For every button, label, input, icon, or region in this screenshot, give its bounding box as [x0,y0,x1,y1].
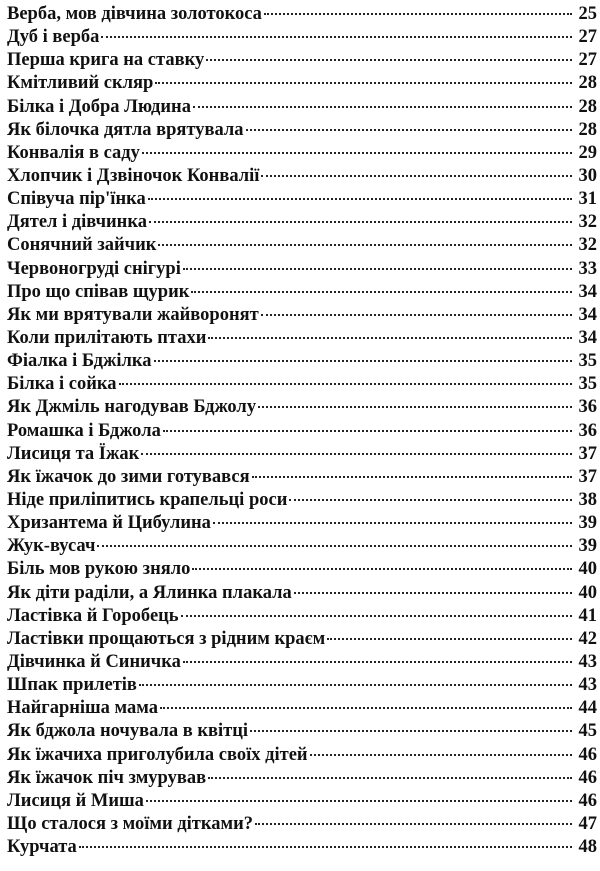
toc-entry-page: 48 [578,837,597,858]
toc-entry [7,744,597,767]
dot-leader [208,777,572,779]
toc-entry-title: Хризантема й Цибулина [7,513,211,534]
toc-entry-title: Дівчинка й Синичка [7,651,181,672]
dot-leader [264,13,572,15]
dot-leader [183,661,572,663]
dot-leader [250,730,572,732]
toc-entry-title: Як білочка дятла врятувала [7,119,244,140]
dot-leader [97,545,572,547]
toc-entry-title: Кмітливий скляр [7,73,154,94]
toc-entry-page: 27 [578,27,597,48]
toc-entry-title: Коли прилітають птахи [7,327,207,348]
toc-entry [7,3,597,26]
dot-leader [148,198,572,200]
toc-entry-title: Як бджола ночувала в квітці [7,721,249,742]
table-of-contents [7,3,597,859]
toc-entry-page: 28 [578,119,597,140]
toc-entry [7,119,597,142]
dot-leader [208,337,572,339]
dot-leader [141,453,572,455]
dot-leader [101,36,572,38]
toc-entry-title: Дятел і дівчинка [7,212,147,233]
dot-leader [294,592,572,594]
toc-entry-page: 34 [578,281,597,302]
toc-entry-title: Як Джміль нагодував Бджолу [7,397,257,418]
toc-entry [7,304,597,327]
dot-leader [155,82,572,84]
toc-entry-title: Верба, мов дівчина золотокоса [7,4,262,24]
dot-leader [160,707,572,709]
toc-entry-page: 46 [578,744,597,765]
dot-leader [191,291,572,293]
toc-entry-title: Жук-вусач [7,536,96,557]
toc-entry [7,697,597,720]
toc-entry-title: Ластівки прощаються з рідним краєм [7,628,326,649]
toc-entry-page: 43 [578,675,597,696]
toc-entry [7,720,597,743]
toc-entry-page: 35 [578,374,597,395]
toc-entry-title: Курчата [7,837,77,858]
toc-entry-title: Фіалка і Бджілка [7,351,152,372]
toc-entry [7,836,597,859]
toc-entry-page: 41 [578,605,597,626]
dot-leader [261,314,572,316]
toc-entry-page: 32 [578,212,597,233]
toc-entry [7,790,597,813]
toc-entry [7,142,597,165]
dot-leader [206,59,572,61]
toc-entry-title: Ластівка й Горобець [7,605,179,626]
toc-entry-page: 44 [578,698,597,719]
dot-leader [158,244,572,246]
toc-entry-page: 36 [578,420,597,441]
toc-entry-title: Про що співав щурик [7,281,190,302]
toc-entry-page: 39 [578,536,597,557]
toc-entry-page: 29 [578,142,597,163]
toc-entry [7,628,597,651]
toc-entry-page: 33 [578,258,597,279]
toc-entry-page: 47 [578,813,597,834]
toc-entry [7,165,597,188]
toc-entry [7,535,597,558]
dot-leader [289,499,572,501]
toc-entry-page: 46 [578,790,597,811]
toc-entry [7,96,597,119]
toc-entry-page: 25 [578,4,597,24]
toc-entry-title: Найгарніша мама [7,698,158,719]
toc-entry [7,258,597,281]
toc-entry-page: 40 [578,559,597,580]
toc-entry-title: Що сталося з моїми дітками? [7,813,254,834]
toc-entry-page: 27 [578,50,597,71]
toc-entry [7,396,597,419]
toc-entry [7,350,597,373]
dot-leader [163,430,572,432]
dot-leader [310,754,572,756]
toc-entry-page: 40 [578,582,597,603]
toc-entry-title: Перша крига на ставку [7,50,205,71]
toc-entry-title: Сонячний зайчик [7,235,157,256]
toc-entry-page: 35 [578,351,597,372]
toc-entry-title: Лисиця й Миша [7,790,144,811]
toc-entry-title: Ніде приліпитись крапельці роси [7,489,288,510]
dot-leader [327,638,572,640]
dot-leader [261,175,572,177]
toc-entry [7,558,597,581]
toc-entry-title: Червоногруді снігурі [7,258,181,279]
toc-entry-title: Як діти раділи, а Ялинка плакала [7,582,292,603]
toc-entry-page: 37 [578,443,597,464]
toc-entry [7,373,597,396]
toc-entry [7,512,597,535]
toc-entry-page: 31 [578,189,597,210]
toc-entry-page: 45 [578,721,597,742]
toc-entry [7,674,597,697]
toc-entry-page: 36 [578,397,597,418]
toc-entry-title: Ромашка і Бджола [7,420,161,441]
toc-entry-page: 46 [578,767,597,788]
dot-leader [255,823,572,825]
toc-entry-title: Співуча пір'їнка [7,189,146,210]
toc-entry [7,466,597,489]
toc-entry-title: Як ми врятували жайворонят [7,304,259,325]
toc-entry-page: 34 [578,304,597,325]
toc-entry-title: Шпак прилетів [7,675,137,696]
toc-entry-page: 32 [578,235,597,256]
toc-entry [7,281,597,304]
toc-entry-page: 30 [578,165,597,186]
toc-entry-title: Як їжачиха приголубила своїх дітей [7,744,308,765]
dot-leader [119,383,572,385]
toc-entry-title: Дуб і верба [7,27,100,48]
dot-leader [181,615,572,617]
toc-entry-title: Як їжачок до зими готувався [7,466,250,487]
dot-leader [192,568,572,570]
toc-entry [7,443,597,466]
toc-entry-page: 39 [578,513,597,534]
toc-entry-page: 28 [578,96,597,117]
toc-entry [7,26,597,49]
toc-entry [7,605,597,628]
toc-entry [7,72,597,95]
toc-entry [7,420,597,443]
toc-entry-page: 38 [578,489,597,510]
toc-entry [7,327,597,350]
toc-entry-page: 37 [578,466,597,487]
dot-leader [246,129,572,131]
toc-entry [7,651,597,674]
toc-entry-title: Біль мов рукою зняло [7,559,191,580]
dot-leader [146,800,572,802]
toc-entry [7,211,597,234]
dot-leader [183,268,572,270]
dot-leader [149,221,572,223]
dot-leader [142,152,572,154]
toc-entry [7,234,597,257]
toc-entry-title: Хлопчик і Дзвіночок Конвалії [7,165,260,186]
dot-leader [154,360,572,362]
toc-entry-page: 42 [578,628,597,649]
toc-entry [7,49,597,72]
toc-entry-title: Лисиця та Їжак [7,443,140,464]
toc-entry-title: Білка і сойка [7,374,117,395]
toc-entry-title: Як їжачок піч змурував [7,767,207,788]
toc-entry-title: Конвалія в саду [7,142,140,163]
toc-entry-page: 34 [578,327,597,348]
dot-leader [139,684,572,686]
dot-leader [213,522,572,524]
dot-leader [193,106,572,108]
toc-entry [7,767,597,790]
toc-entry [7,582,597,605]
dot-leader [252,476,572,478]
dot-leader [79,846,572,848]
dot-leader [258,406,572,408]
toc-entry-page: 28 [578,73,597,94]
toc-entry [7,489,597,512]
toc-entry [7,188,597,211]
toc-entry-page: 43 [578,651,597,672]
toc-entry [7,813,597,836]
toc-entry-title: Білка і Добра Людина [7,96,191,117]
